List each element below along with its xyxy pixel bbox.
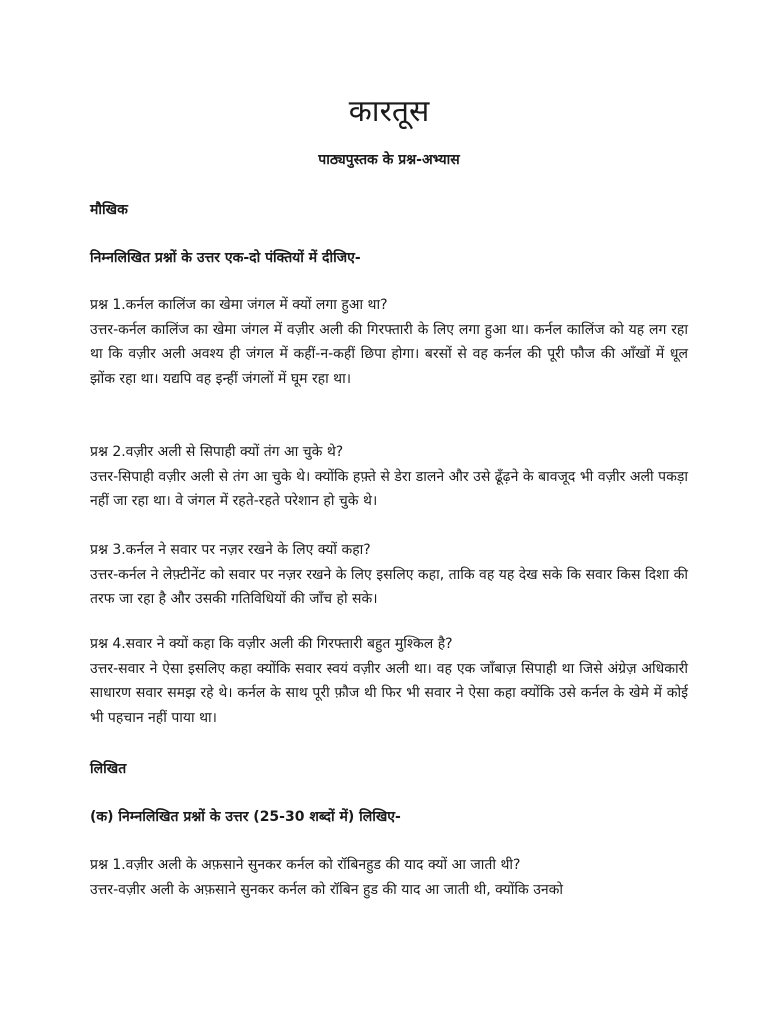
question: प्रश्न 2.वज़ीर अली से सिपाही क्यों तंग आ चुके थे? — [90, 444, 344, 460]
qa-item-oral-1 — [90, 293, 688, 391]
section-heading-written: लिखित — [90, 761, 127, 777]
qa-item-oral-2 — [90, 440, 688, 514]
question: प्रश्न 3.कर्नल ने सवार पर नज़र रखने के लिए क्यों कहा? — [90, 542, 371, 558]
page-title: कारतूस — [348, 94, 430, 129]
qa-item-oral-3 — [90, 538, 688, 612]
question: प्रश्न 1.कर्नल कालिंज का खेमा जंगल में क्यों लगा हुआ था? — [90, 297, 388, 313]
question: प्रश्न 4.सवार ने क्यों कहा कि वज़ीर अली की गिरफ्तारी बहुत मुश्किल है? — [90, 636, 453, 652]
document-page — [90, 0, 688, 1024]
qa-item-oral-4 — [90, 632, 688, 730]
question: प्रश्न 1.वज़ीर अली के अफ़साने सुनकर कर्नल को रॉबिनहुड की याद क्यों आ जाती थी? — [90, 857, 521, 873]
page-subtitle: पाठ्यपुस्तक के प्रश्न-अभ्यास — [318, 152, 460, 168]
instruction-oral: निम्नलिखित प्रश्नों के उत्तर एक-दो पंक्तियों में दीजिए- — [90, 250, 361, 266]
instruction-written: (क) निम्नलिखित प्रश्नों के उत्तर (25-30 शब्दों में) लिखिए- — [90, 809, 401, 825]
answer: उत्तर-कर्नल कालिंज का खेमा जंगल में वज़ीर अली की गिरफ्तारी के लिए लगा हुआ था। कर्नल कालिंज को यह लग रहा था कि वज़ीर अली अवश्य ही जंगल में कहीं-न-कहीं छिपा होगा। बरसों से वह कर्नल की पूरी फौज की आँखों में धूल झोंक रहा था। यद्यपि वह इन्हीं जंगलों में घूम रहा था। — [90, 321, 688, 387]
answer: उत्तर-सिपाही वज़ीर अली से तंग आ चुके थे। क्योंकि हफ़्ते से डेरा डालने और उसे ढूँढ़ने के बावजूद भी वज़ीर अली पकड़ा नहीं जा रहा था। वे जंगल में रहते-रहते परेशान हो चुके थे। — [90, 468, 688, 509]
answer: उत्तर-कर्नल ने लेफ़्टीनेंट को सवार पर नज़र रखने के लिए इसलिए कहा, ताकि वह यह देख सके कि सवार किस दिशा की तरफ जा रहा है और उसकी गतिविधियों की जाँच हो सके। — [90, 566, 688, 607]
answer: उत्तर-सवार ने ऐसा इसलिए कहा क्योंकि सवार स्वयं वज़ीर अली था। वह एक जाँबाज़ सिपाही था जिसे अंग्रेज़ अधिकारी साधारण सवार समझ रहे थे। कर्नल के साथ पूरी फ़ौज थी फिर भी सवार ने ऐसा कहा क्योंकि उसे कर्नल के खेमे में कोई भी पहचान नहीं पाया था। — [90, 660, 688, 726]
qa-item-written-1 — [90, 853, 688, 902]
answer: उत्तर-वज़ीर अली के अफ़साने सुनकर कर्नल को रॉबिन हुड की याद आ जाती थी, क्योंकि उनको — [90, 881, 564, 898]
section-heading-oral: मौखिक — [90, 202, 128, 218]
